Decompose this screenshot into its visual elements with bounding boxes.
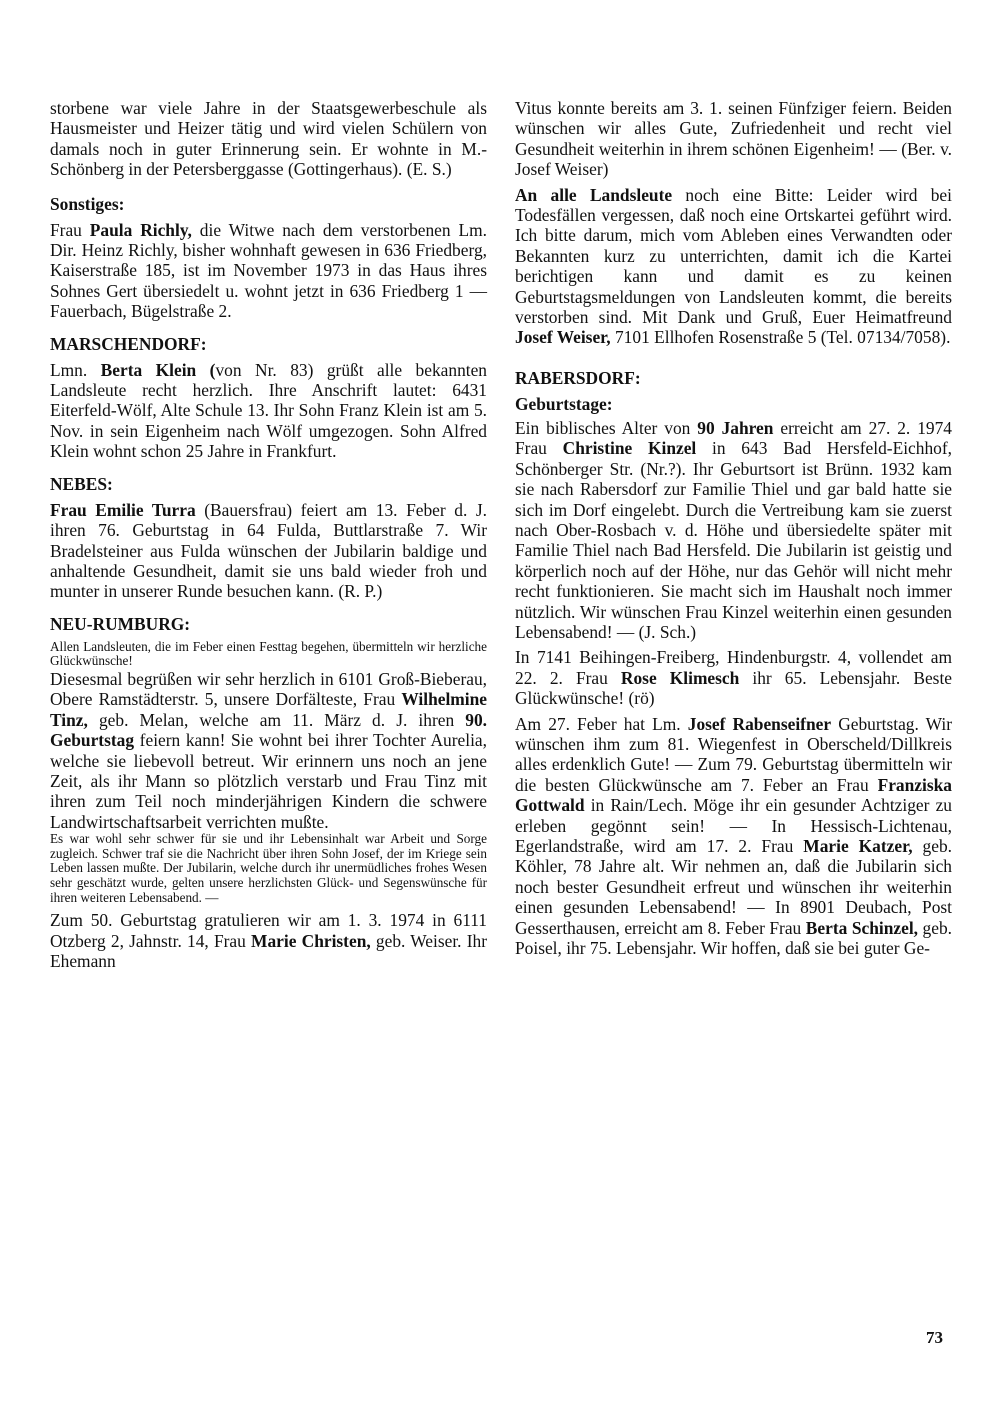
name-paula-richly: Paula Richly, [89, 219, 192, 240]
name-josef-weiser: Josef Weiser, [515, 327, 611, 348]
paragraph-landsleute: An alle Landsleute noch eine Bitte: Leider wird bei Todesfällen vergessen, daß noch eine Ortskartei geführt wird. Ich bitte darum, mich vom Ableben eines Verwandten oder Bekannten kurz zu unterrichten, damit ich die Kartei berichtigen kann und damit es zu keinen Geburtstagsmeldungen von Landsleuten kommt, die bereits verstorben sind. Mit Dank und Gruß, Euer Heimatfreund Josef Weiser, 7101 Ellhofen Rosenstraße 5 (Tel. 07134/7058). [515, 184, 952, 348]
name-franziska-gottwald: Franziska Gottwald [515, 774, 952, 816]
heading-marschendorf: MARSCHENDORF: [50, 333, 207, 354]
paragraph-sonstiges: Frau Paula Richly, die Witwe nach dem verstorbenen Lm. Dir. Heinz Richly, bisher wohnhaft gewesen in 636 Friedberg, Kaiserstraße 185, ist im November 1973 in das Haus ihres Sohnes Gert übersiedelt u. wohnt jetzt in 636 Friedberg 1 — Fauerbach, Bügelstraße 2. [50, 219, 487, 322]
heading-neu-rumburg: NEU-RUMBURG: [50, 613, 191, 634]
small-note-greetings: Allen Landsleuten, die im Feber einen Festtag begehen, übermitteln wir herzliche Glückwünsche! [50, 638, 487, 669]
subheading-geburtstage: Geburtstage: [515, 393, 613, 414]
page-number: 73 [926, 1328, 943, 1347]
name-marie-katzer: Marie Katzer, [803, 836, 913, 856]
name-marie-christen: Marie Christen, [251, 930, 371, 951]
name-josef-rabenseifner: Josef Rabenseifner [687, 713, 832, 734]
right-column [515, 98, 952, 958]
intro-paragraph: storbene war viele Jahre in der Staatsgewerbeschule als Hausmeister und Heizer tätig und wird vielen Schülern von damals noch in guter Erinnerung sein. Er wohnte in M.-Schönberg in der Petersberggasse (Gottingerhaus). (E. S.) [50, 98, 487, 180]
name-emilie-turra: Frau Emilie Turra [50, 499, 196, 520]
paragraph-klimesch: In 7141 Beihingen-Freiberg, Hindenburgstr. 4, vollendet am 22. 2. Frau Rose Klimesch ihr 65. Lebensjahr. Beste Glückwünsche! (rö) [515, 647, 952, 709]
heading-rabersdorf: RABERSDORF: [515, 367, 641, 388]
heading-sonstiges: Sonstiges: [50, 193, 125, 214]
paragraph-tinz: Diesesmal begrüßen wir sehr herzlich in 6101 Groß-Bieberau, Obere Ramstädterstr. 5, unsere Dorfälteste, Frau Wilhelmine Tinz, geb. Melan, welche am 11. März d. J. ihren 90. Geburtstag feiern kann! Sie wohnt bei ihrer Tochter Aurelia, welche sie liebevoll betreut. Wir erinnern uns noch an jene Zeit, als ihr Mann so plötzlich verstarb und Frau Tinz mit ihren zum Teil noch minderjährigen Kindern die schwere Landwirtschaftsarbeit verrichten mußte. [50, 668, 487, 832]
bold-90-geburtstag: 90. Geburtstag [50, 709, 487, 751]
paragraph-christen: Zum 50. Geburtstag gratulieren wir am 1. 3. 1974 in 6111 Otzberg 2, Jahnstr. 14, Frau Marie Christen, geb. Weiser. Ihr Ehemann [50, 910, 487, 971]
name-rose-klimesch: Rose Klimesch [620, 667, 740, 688]
paragraph-marschendorf: Lmn. Berta Klein (von Nr. 83) grüßt alle bekannten Landsleute recht herzlich. Ihre Anschrift lautet: 6431 Eiterfeld-Wölf, Alte Schule 13. Ihr Sohn Franz Klein ist am 5. Nov. in sein Eigenheim nach Wölf umgezogen. Sohn Alfred Klein wohnt schon 25 Jahre in Frankfurt. [50, 359, 488, 462]
name-wilhelmine-tinz: Wilhelmine Tinz, [50, 689, 487, 730]
small-note-tinz: Es war wohl sehr schwer für sie und ihr Lebensinhalt war Arbeit und Sorge zugleich. Schwer traf sie die Nachricht über ihren Sohn Josef, der im Kriege sein Leben lassen mußte. Der Jubilarin, welche durch ihr unermüdliches frohes Wesen sehr geschätzt wurde, gelten unsere herzlichsten Glück- und Segenswünsche für ihren weiteren Lebensabend. — [50, 831, 487, 905]
heading-nebes: NEBES: [50, 473, 113, 494]
lead-an-alle-landsleute: An alle Landsleute [515, 184, 673, 205]
paragraph-vitus: Vitus konnte bereits am 3. 1. seinen Fünfziger feiern. Beiden wünschen wir alles Gute, Zufriedenheit und recht viel Gesundheit weiterhin in ihrem schönen Eigenheim! — (Ber. v. Josef Weiser) [515, 98, 952, 180]
paragraph-nebes: Frau Emilie Turra (Bauersfrau) feiert am 13. Feber d. J. ihren 76. Geburtstag in 64 Fulda, Buttlarstraße 7. Wir Bradelsteiner aus Fulda wünschen der Jubilarin baldige und anhaltende Gesundheit, damit sie uns bald wieder froh und munter in unserer Runde besuchen kann. (R. P.) [50, 499, 487, 602]
bold-90-jahren: 90 Jahren [697, 417, 774, 438]
paragraph-kinzel: Ein biblisches Alter von 90 Jahren erreicht am 27. 2. 1974 Frau Christine Kinzel in 643 Bad Hersfeld-Eichhof, Schönberger Str. (Nr.?). Ihr Geburtsort ist Brünn. 1932 kam sie nach Rabersdorf zur Familie Thiel und gar bald hatte sie sich im Dorf eingelebt. Durch die Vertreibung kam sie zuerst nach Ober-Rosbach v. d. Höhe und übersiedelte später mit Familie Thiel nach Bad Hersfeld. Die Jubilarin ist geistig und körperlich noch auf der Höhe, nur das Gehör will nicht mehr recht funktionieren. Sie macht sich im Haushalt noch immer nützlich. Wir wünschen Frau Kinzel weiterhin einen gesunden Lebensabend! — (J. Sch.) [515, 417, 952, 642]
name-berta-klein: Berta Klein ( [100, 359, 216, 380]
name-berta-schinzel: Berta Schinzel, [805, 917, 919, 938]
paragraph-rabenseifner: Am 27. Feber hat Lm. Josef Rabenseifner Geburtstag. Wir wünschen ihm zum 81. Wiegenfest in Oberscheld/Dillkreis alles erdenklich Gute! — Zum 79. Geburtstag übermitteln wir die besten Glückwünsche am 7. Feber an Frau Franziska Gottwald in Rain/Lech. Möge ihr ein gesunder Achtziger zu erleben gegönnt sein! — In Hessisch-Lichtenau, Egerlandstraße, wird am 17. 2. Frau Marie Katzer, geb. Köhler, 78 Jahre alt. Wir nehmen an, daß die Jubilarin sich noch bester Gesundheit erfreut und wünschen ihr weiterhin einen gesunden Lebensabend! — In 8901 Deubach, Post Gesserthausen, erreicht am 8. Feber Frau Berta Schinzel, geb. Poisel, ihr 75. Lebensjahr. Wir hoffen, daß sie bei guter Ge- [515, 713, 952, 959]
name-christine-kinzel: Christine Kinzel [562, 438, 697, 459]
left-column [50, 98, 487, 971]
